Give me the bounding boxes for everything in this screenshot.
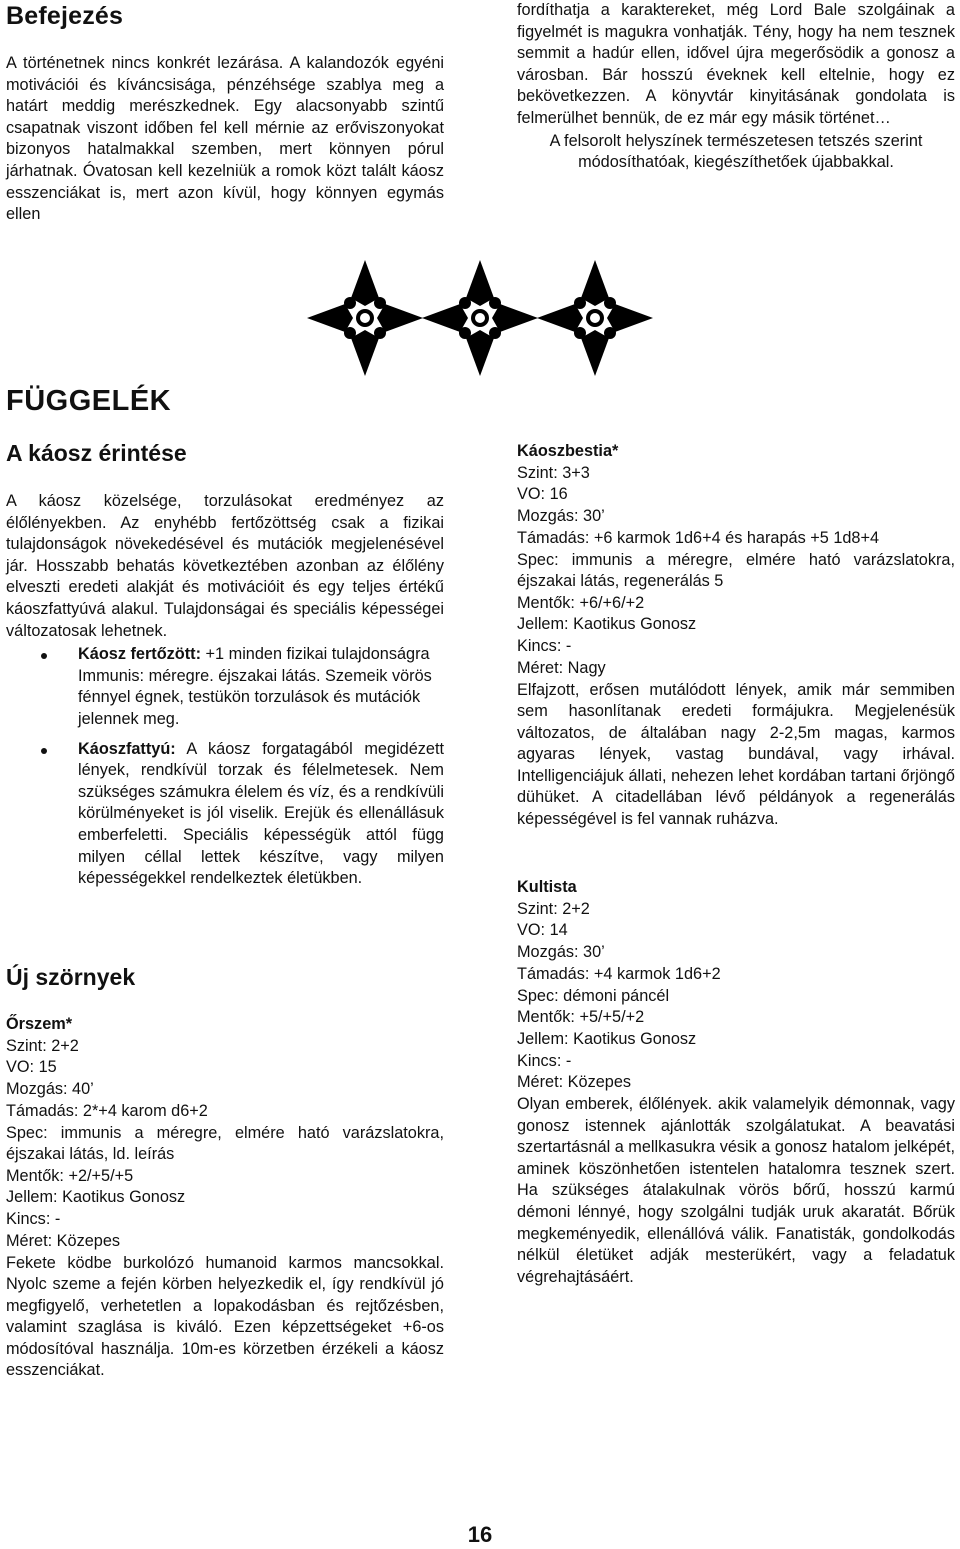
bullet-term: Káosz fertőzött: — [78, 645, 202, 664]
bullet-text: A káosz forgatagából megidézett lények, rendkívül torzak és félelmetesek. Nem szükséges számukra élelem és víz, és a rendkívüli körülményeket is jól viselik. Erejük és ellenállásuk emberfeletti. Speciális képességük attól függ milyen céllal lettek készítve, vagy milyen képességekkel rendelkeztek életükben. — [78, 739, 444, 888]
monster-move: Mozgás: 40’ — [6, 1080, 94, 1099]
chaos-touch-bullets — [6, 644, 444, 890]
chaos-touch-title: A káosz érintése — [6, 440, 187, 466]
monster-treasure: Kincs: - — [517, 1051, 572, 1070]
monster-ac: VO: 15 — [6, 1058, 57, 1077]
monster-description: Fekete ködbe burkolózó humanoid karmos mancsokkal. Nyolc szeme a fején körben helyezkedik el, így rendkívül jó megfigyelő, verhetetlen a lopakodásban és rejtőzésben, valamint szaglása is kiváló. Ezen képzettségeket +6-os módosítóval használja. 10m-es körzetben érzékeli a káosz esszenciákat. — [6, 1253, 444, 1380]
list-item — [6, 644, 444, 730]
monster-alignment: Jellem: Kaotikus Gonosz — [517, 1029, 697, 1048]
monster-spec: Spec: immunis a méregre, elmére ható varázslatokra, éjszakai látás, ld. leírás — [6, 1123, 444, 1164]
monster-size: Méret: Közepes — [6, 1231, 121, 1250]
ending-note: A felsorolt helyszínek természetesen tetszés szerint módosíthatóak, kiegészíthetőek újabbakkal. — [549, 131, 923, 172]
monster-attack: Támadás: 2*+4 karom d6+2 — [6, 1101, 208, 1120]
monster-size: Méret: Közepes — [517, 1073, 632, 1092]
monster-spec: Spec: démoni páncél — [517, 986, 670, 1005]
new-monsters-title: Új szörnyek — [6, 964, 136, 990]
monster-treasure: Kincs: - — [517, 637, 572, 656]
monster-size: Méret: Nagy — [517, 658, 606, 677]
ending-right-column — [517, 0, 955, 174]
monster-attack: Támadás: +4 karmok 1d6+2 — [517, 964, 721, 983]
bullet-term: Káoszfattyú: — [78, 739, 176, 758]
bullet-text: +1 minden fizikai tulajdonságra Immunis: méregre. éjszakai látás. Szemeik vörös fénnyel égnek, testükön torzulások és mutációk jelennek meg. — [78, 645, 432, 728]
ending-text-left: A történetnek nincs konkrét lezárása. A kalandozók egyéni motivációi és kíváncsisága, pénzéhsége szablya meg a határt meddig merészkednek. Egy alacsonyabb szintű csapatnak viszont időben fel kell mérnie az erőviszonyokat bizonyos hatalmakkal szemben, mert könnyen pórul járhatnak. Óvatosan kell kezelniük a romok közt talált káosz esszenciákat is, mert azon kívül, hogy könnyen egymás ellen — [6, 54, 444, 224]
four-petal-flower-icon — [422, 260, 538, 376]
monster-saves: Mentők: +2/+5/+5 — [6, 1166, 134, 1185]
monster-description: Elfajzott, erősen mutálódott lények, amik már semmiben sem hasonlítanak eredeti formájukra. Megjelenésük változatos, de általában nagy 2-2,5m magas, karmos agyaras lények, vastag bundával, vagy irhával. Intelligenciájuk állati, nehezen lehet kordában tartani őrjöngő dühüket. A citadellában lévő példányok a regenerálás képességével is fel vannak ruházva. — [517, 680, 955, 829]
monster-level: Szint: 2+2 — [6, 1036, 79, 1055]
ornament-svg — [305, 252, 655, 384]
bullet-icon — [41, 653, 47, 659]
chaos-touch-text: A káosz közelsége, torzulásokat eredményez az élőlényekben. Az enyhébb fertőzöttség csak a fizikai tulajdonságok növekedésével és mutációk megjelenésével jár. Hosszabb behatás következtében azonban az élőlény elveszti eredeti alakját és motivációit és egy teljes értékű káoszfattyúvá alakul. Tulajdonságai és speciális képességei változatosak lehetnek. — [6, 492, 444, 640]
monster-ac: VO: 16 — [517, 485, 568, 504]
monster-name: Káoszbestia* — [517, 442, 619, 460]
monster-attack: Támadás: +6 karmok 1d6+4 és harapás +5 1d8+4 — [517, 528, 880, 547]
monster-orszem — [6, 1014, 444, 1382]
chaos-touch-section — [6, 491, 444, 890]
monster-ac: VO: 14 — [517, 921, 568, 940]
page-number: 16 — [467, 1522, 493, 1547]
monster-move: Mozgás: 30’ — [517, 507, 605, 526]
monster-alignment: Jellem: Kaotikus Gonosz — [6, 1188, 186, 1207]
monster-kultista — [517, 877, 955, 1288]
monster-name: Kultista — [517, 878, 577, 896]
monster-saves: Mentők: +6/+6/+2 — [517, 593, 645, 612]
monster-spec: Spec: immunis a méregre, elmére ható varázslatokra, éjszakai látás, regenerálás 5 — [517, 550, 955, 591]
monster-kaoszbestia — [517, 441, 955, 831]
monster-description: Olyan emberek, élőlények. akik valamelyik démonnak, vagy gonosz istennek ajánlották szolgálatukat. A beavatási szertartásnál a mellkasukra vésik a gonosz hatalom jelképét, aminek köszönhetően istentelen hatalomra tesznek szert. Ha szükséges átalakulnak vörös bőrű, hosszú karmú démoni lénnyé, hogy szolgálni tudják uruk akaratát. Bőrük megkeményedik, ellenállóvá válik. Fanatisták, gondolkodás nélkül életüket adják mesterükért, vagy a feladatuk végrehajtásáért. — [517, 1095, 955, 1286]
appendix-title: FÜGGELÉK — [6, 385, 172, 417]
ending-title: Befejezés — [6, 2, 124, 30]
four-petal-flower-icon — [537, 260, 653, 376]
list-item — [6, 739, 444, 890]
monster-level: Szint: 2+2 — [517, 899, 590, 918]
monster-move: Mozgás: 30’ — [517, 943, 605, 962]
monster-treasure: Kincs: - — [6, 1210, 61, 1229]
ornament-divider — [305, 252, 655, 384]
monster-saves: Mentők: +5/+5/+2 — [517, 1008, 645, 1027]
four-petal-flower-icon — [307, 260, 423, 376]
monster-name: Őrszem* — [6, 1015, 73, 1033]
ending-text-right: fordíthatja a karaktereket, még Lord Bale szolgáinak a figyelmét is magukra vonhatják. Tény, hogy ha nem tesznek semmit a hadúr ellen, idővel újra megerősödik a gonosz a városban. Bár hosszú éveknek kell eltelnie, hogy ez bekövetkezzen. A könyvtár kinyitásának gondolata is felmerülhet bennük, de ez már egy másik történet… — [517, 1, 955, 127]
monster-level: Szint: 3+3 — [517, 463, 590, 482]
monster-alignment: Jellem: Kaotikus Gonosz — [517, 615, 697, 634]
bullet-icon — [41, 748, 47, 754]
